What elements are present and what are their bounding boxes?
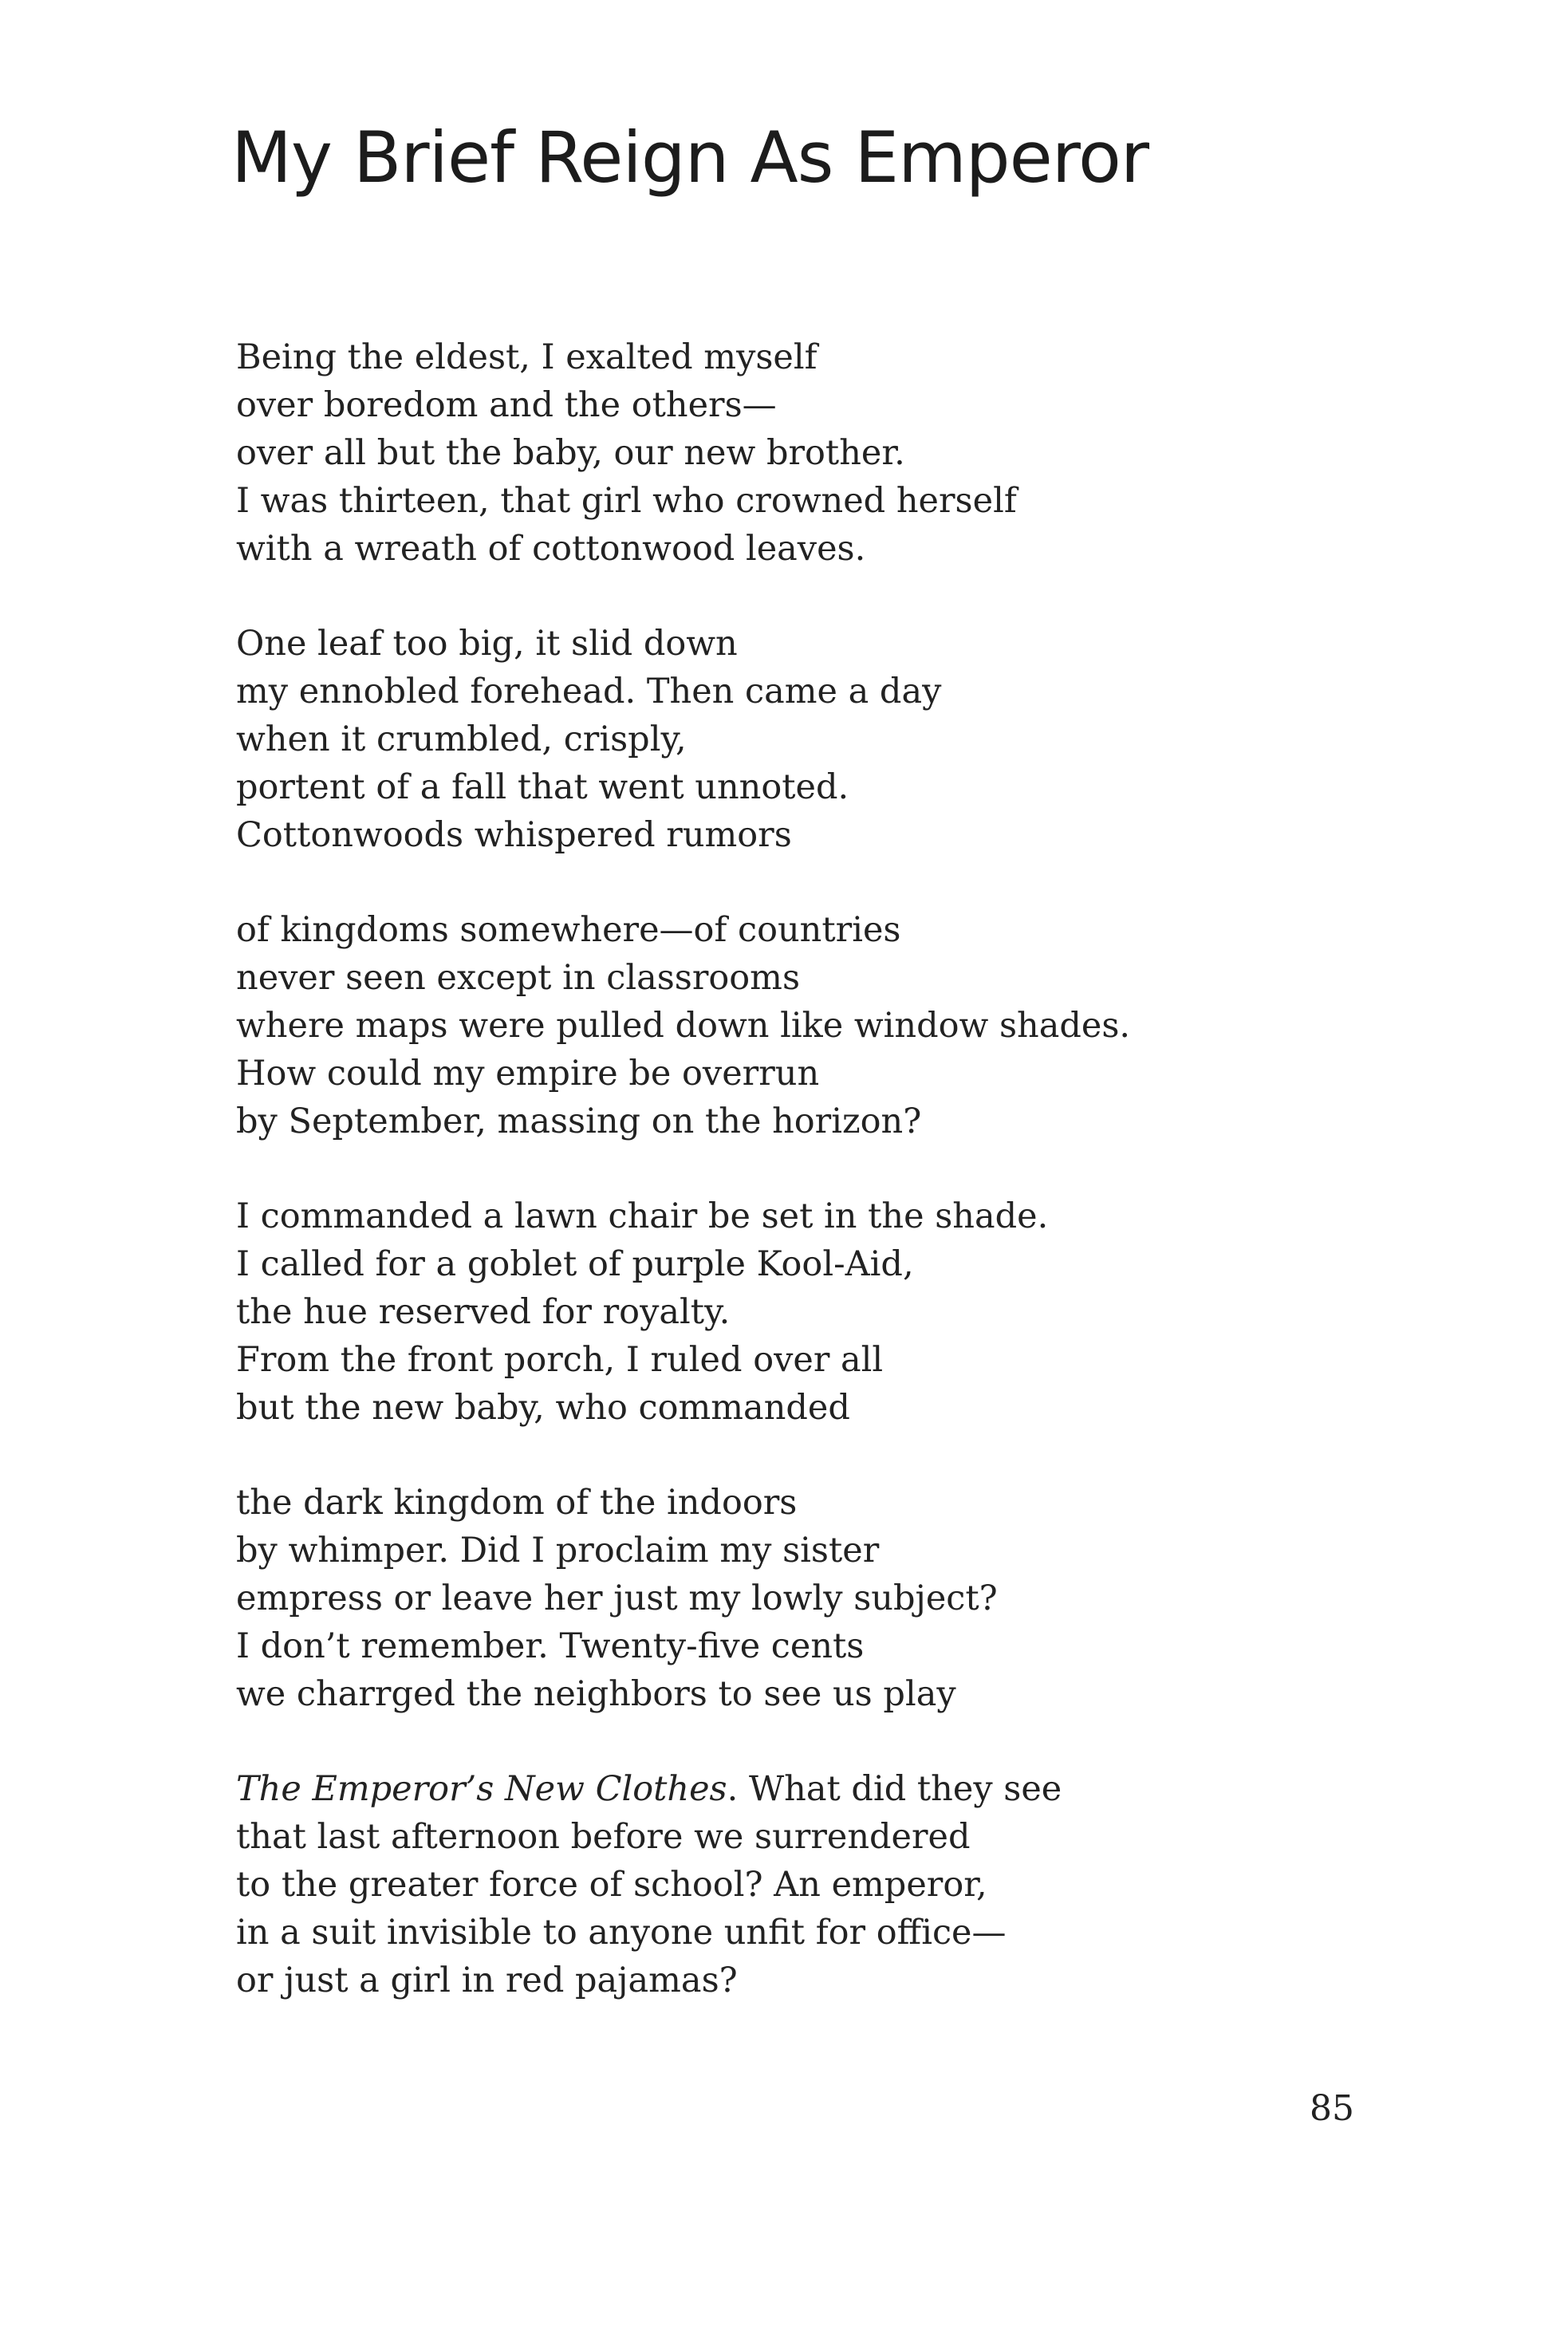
poem-line: my ennobled forehead. Then came a day xyxy=(236,672,942,711)
poem-line: One leaf too big, it slid down xyxy=(236,624,738,664)
poem-line: Being the eldest, I exalted myself xyxy=(236,337,817,377)
poem-line: I called for a goblet of purple Kool-Aid, xyxy=(236,1244,914,1284)
poem-line: the hue reserved for royalty. xyxy=(236,1292,731,1332)
poem-line: portent of a fall that went unnoted. xyxy=(236,767,849,807)
poem-line: we charrged the neighbors to see us play xyxy=(236,1674,956,1714)
poem-line: over boredom and the others— xyxy=(236,385,777,425)
page-number: 85 xyxy=(1310,2088,1354,2129)
poem-line: I commanded a lawn chair be set in the shade. xyxy=(236,1196,1049,1236)
poem-line: to the greater force of school? An emperor, xyxy=(236,1865,987,1905)
poem-line: where maps were pulled down like window shades. xyxy=(236,1006,1131,1046)
poem-line: that last afternoon before we surrendered xyxy=(236,1817,971,1857)
poem-line: never seen except in classrooms xyxy=(236,958,801,998)
stanza-1 xyxy=(236,333,1393,573)
poem-line: the dark kingdom of the indoors xyxy=(236,1483,798,1523)
poem-line: but the new baby, who commanded xyxy=(236,1388,850,1428)
poem-line: of kingdoms somewhere—of countries xyxy=(236,910,901,950)
poem-line: or just a girl in red pajamas? xyxy=(236,1961,738,2000)
poem-line: I don’t remember. Twenty-five cents xyxy=(236,1626,865,1666)
poem-line: I was thirteen, that girl who crowned herself xyxy=(236,481,1017,521)
poem-line: empress or leave her just my lowly subject? xyxy=(236,1578,998,1618)
poem-line: over all but the baby, our new brother. xyxy=(236,433,905,473)
poem-line xyxy=(236,1765,1393,1813)
poem-line: when it crumbled, crisply, xyxy=(236,719,687,759)
stanza-4 xyxy=(236,1192,1393,1432)
poem-line: From the front porch, I ruled over all xyxy=(236,1340,884,1380)
poem-title: My Brief Reign As Emperor xyxy=(231,116,1149,199)
stanza-2 xyxy=(236,620,1393,859)
stanza-3 xyxy=(236,906,1393,1145)
poem-body xyxy=(236,333,1393,2051)
play-title: The Emperor’s New Clothes xyxy=(236,1769,727,1809)
stanza-5 xyxy=(236,1479,1393,1718)
stanza-6 xyxy=(236,1765,1393,2004)
poem-line: with a wreath of cottonwood leaves. xyxy=(236,529,866,569)
poem-line-rest: . What did they see xyxy=(727,1769,1062,1809)
poem-line: by September, massing on the horizon? xyxy=(236,1102,922,1141)
poem-line: by whimper. Did I proclaim my sister xyxy=(236,1531,880,1571)
poem-line: How could my empire be overrun xyxy=(236,1054,820,1094)
poem-line: Cottonwoods whispered rumors xyxy=(236,815,792,855)
poem-line: in a suit invisible to anyone unfit for office— xyxy=(236,1913,1007,1953)
